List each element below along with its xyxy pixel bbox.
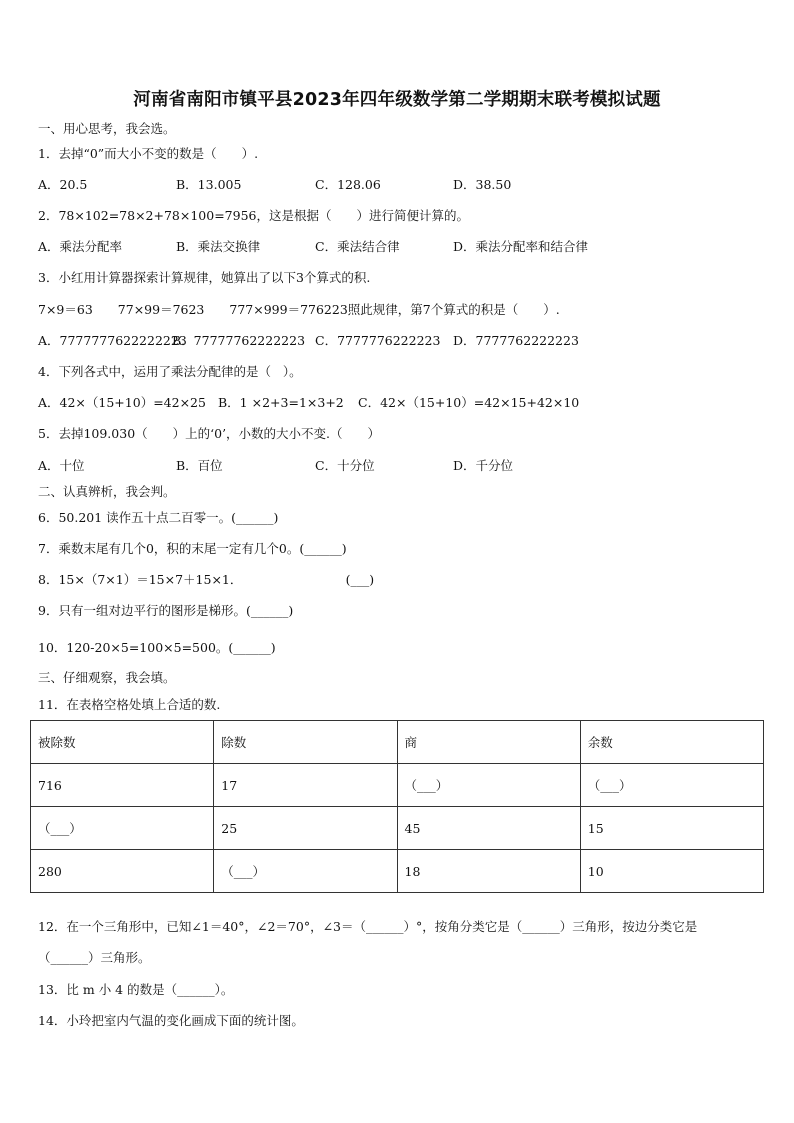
question-4: 4．下列各式中，运用了乘法分配律的是（ ）。 <box>38 364 302 379</box>
q4-option-b: B．1 ×2+3=1×3+2 <box>218 395 344 410</box>
table-row <box>31 850 764 893</box>
question-3-line-2: 7×9＝63 77×99＝7623 777×999＝776223照此规律，第7个算式的积是（ ）. <box>38 302 560 317</box>
q2-option-a: A．乘法分配率 <box>38 239 123 254</box>
q5-option-b: B．百位 <box>176 458 223 473</box>
question-8: 8．15×（7×1）＝15×7＋15×1． (___) <box>38 572 375 587</box>
page-title: 河南省南阳市镇平县2023年四年级数学第二学期期末联考模拟试题 <box>133 90 661 110</box>
question-9: 9．只有一组对边平行的图形是梯形。(______) <box>38 603 294 618</box>
table-cell: （___） <box>397 764 580 807</box>
table-cell: 280 <box>31 850 214 893</box>
table-header-cell: 余数 <box>580 721 763 764</box>
question-7: 7．乘数末尾有几个0，积的末尾一定有几个0。(______) <box>38 541 347 556</box>
table-cell: 18 <box>397 850 580 893</box>
section-1-heading: 一、用心思考，我会选。 <box>38 121 176 136</box>
question-12: 12．在一个三角形中，已知∠1＝40°，∠2＝70°，∠3＝（______）°，按角分类它是（______）三角形，按边分类它是 <box>38 919 698 934</box>
table-cell: 25 <box>214 807 397 850</box>
q2-option-d: D．乘法分配率和结合律 <box>453 239 589 254</box>
table-cell: （___） <box>214 850 397 893</box>
division-table <box>30 720 764 893</box>
table-header-cell: 被除数 <box>31 721 214 764</box>
table-row <box>31 764 764 807</box>
table-cell: 10 <box>580 850 763 893</box>
q3-option-b: B．77777762222223 <box>172 333 306 348</box>
q1-option-c: C．128.06 <box>315 177 381 192</box>
q5-option-d: D．千分位 <box>453 458 514 473</box>
question-14: 14．小玲把室内气温的变化画成下面的统计图。 <box>38 1013 304 1028</box>
q2-option-c: C．乘法结合律 <box>315 239 400 254</box>
question-5: 5．去掉109.030（ ）上的‘0’，小数的大小不变.（ ） <box>38 426 381 441</box>
table-cell: 15 <box>580 807 763 850</box>
question-2: 2．78×102=78×2+78×100=7956，这是根据（ ）进行简便计算的。 <box>38 208 469 223</box>
table-row <box>31 807 764 850</box>
table-cell: 45 <box>397 807 580 850</box>
q3-option-a: A．7777777622222223 <box>38 333 187 348</box>
question-13: 13．比 m 小 4 的数是（______）。 <box>38 982 234 997</box>
section-3-heading: 三、仔细观察，我会填。 <box>38 670 176 685</box>
section-2-heading: 二、认真辨析，我会判。 <box>38 484 176 499</box>
table-header-row <box>31 721 764 764</box>
table-cell: 716 <box>31 764 214 807</box>
table-cell: （___） <box>31 807 214 850</box>
question-1: 1．去掉“0”而大小不变的数是（ ）. <box>38 146 259 161</box>
q3-option-c: C．7777776222223 <box>315 333 441 348</box>
question-12-line-2: （______）三角形。 <box>38 950 151 965</box>
question-11: 11．在表格空格处填上合适的数. <box>38 697 221 712</box>
q5-option-a: A．十位 <box>38 458 85 473</box>
table-header-cell: 商 <box>397 721 580 764</box>
question-6: 6．50.201 读作五十点二百零一。(______) <box>38 510 279 525</box>
q4-option-c: C．42×（15+10）=42×15+42×10 <box>358 395 580 410</box>
table-header-cell: 除数 <box>214 721 397 764</box>
q3-option-d: D．7777762222223 <box>453 333 579 348</box>
table-cell: （___） <box>580 764 763 807</box>
question-10: 10．120-20×5=100×5=500。(______) <box>38 640 276 655</box>
table-cell: 17 <box>214 764 397 807</box>
q1-option-d: D．38.50 <box>453 177 512 192</box>
q4-option-a: A．42×（15+10）=42×25 <box>38 395 206 410</box>
q1-option-a: A．20.5 <box>38 177 88 192</box>
q5-option-c: C．十分位 <box>315 458 375 473</box>
q2-option-b: B．乘法交换律 <box>176 239 261 254</box>
question-3: 3．小红用计算器探索计算规律，她算出了以下3个算式的积. <box>38 270 371 285</box>
q1-option-b: B．13.005 <box>176 177 242 192</box>
